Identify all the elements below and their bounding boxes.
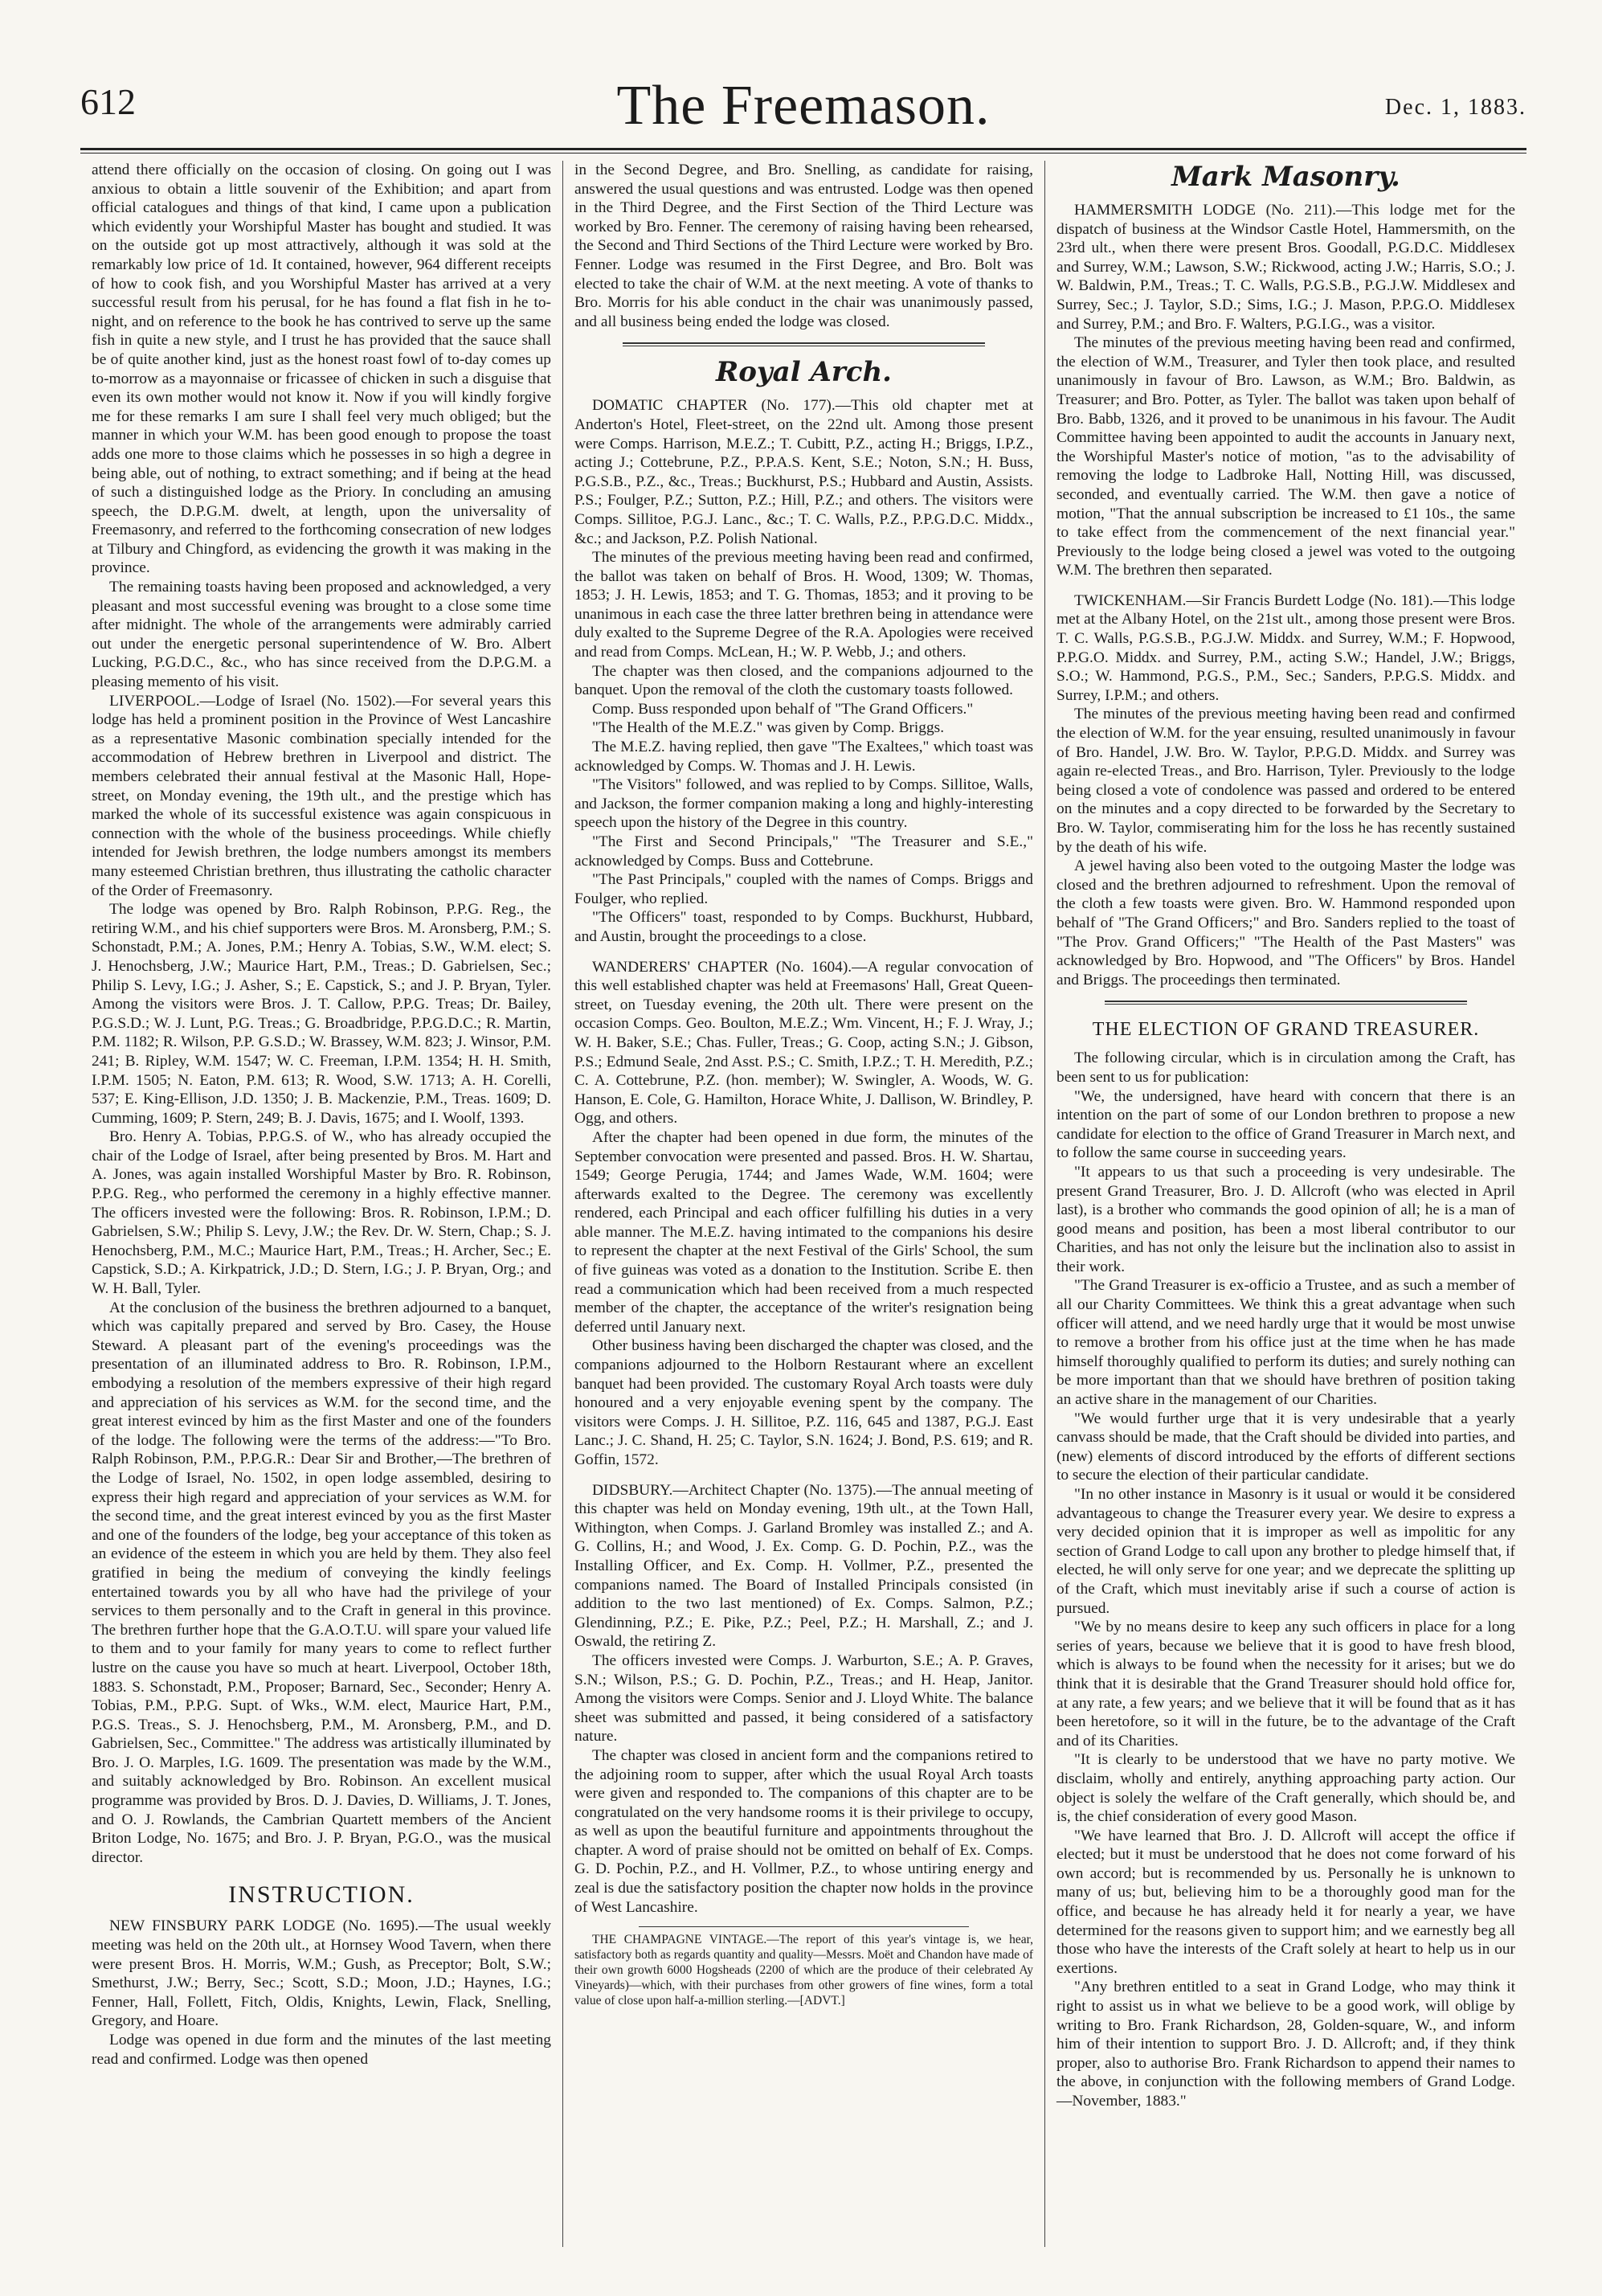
section-heading-mark-masonry: Mark Masonry. [1171,161,1400,193]
paragraph: "We would further urge that it is very undesirable that a yearly canvass should be made, that the Craft should be divided into parties, and (new) elements of discord introduced by the efforts of different sections to secure the election of their particular candidate. [1056,1410,1515,1484]
paragraph: "It appears to us that such a proceeding is very undesirable. The present Grand Treasurer, Bro. J. D. Allcroft (who was elected in April last), is a brother who commands the good opinion of all; he is a man of good means and position, has been a most liberal contributor to our Charities, and has not only the leisure but the inclination also to assist in their work. [1056,1163,1515,1275]
paragraph: "It is clearly to be understood that we have no party motive. We disclaim, wholly and entirely, anything approaching party action. Our object is solely the welfare of the Craft generally, which should be, and is, the chief consideration of every good Mason. [1056,1751,1515,1826]
masthead [80,77,1526,146]
paragraph: "The Past Principals," coupled with the names of Comps. Briggs and Foulger, who replied. [574,871,1033,907]
columns [80,161,1526,2247]
paragraph: "Any brethren entitled to a seat in Grand Lodge, who may think it right to assist us in what we believe to be a good work, will oblige by writing to Bro. Frank Richardson, 28, Golden-square, W., and inform him of their intention to support Bro. J. D. Allcroft; and, if they think proper, also to authorise Bro. Frank Richardson to append their names to the above, in conjunction with the following members of Grand Lodge.—November, 1883." [1056,1979,1515,2110]
paragraph: "In no other instance in Masonry is it usual or would it be considered advantageous to change the Treasurer every year. We desire to express a very decided opinion that it is improper as well as impolitic for any section of Grand Lodge to call upon any brother to pledge himself that, if elected, he will only serve for one year; and we deprecate the splitting up of the Craft, which must inevitably arise if such a course of action is pursued. [1056,1486,1515,1617]
paragraph: The officers invested were Comps. J. Warburton, S.E.; A. P. Graves, S.N.; Wilson, P.S.; G. D. Pochin, P.Z., Treas.; and H. Heap, Janitor. Among the visitors were Comps. Senior and J. Lloyd White. The balance sheet was submitted and passed, it being considered of a satisfactory nature. [574,1651,1033,1746]
paragraph: "The Grand Treasurer is ex-officio a Trustee, and as such a member of all our Charity Committees. We think this a great advantage when such officer will attend, and we need hardly urge that it would be most unwise to remove a brother from his office just at the time when he has made himself thoroughly qualified to perform its duties; and surely nothing can be more important than that we should have brethren of position taking an active share in the management of our Charities. [1056,1277,1515,1409]
paragraph: in the Second Degree, and Bro. Snelling, as candidate for raising, answered the usual questions and was entrusted. Lodge was then opened in the Third Degree, and the First Section of the Third Lecture was worked by Bro. Fenner. The ceremony of raising having been rehearsed, the Second and Third Sections of the Third Lecture were worked by Bro. Fenner. Lodge was resumed in the First Degree, and Bro. Bolt was elected to take the chair of W.M. at the next meeting. A vote of thanks to Bro. Morris for his able conduct in the chair was unanimously passed, and all business being ended the lodge was closed. [574,162,1033,330]
paragraph: "The First and Second Principals," "The Treasurer and S.E.," acknowledged by Comps. Buss and Cottebrune. [574,833,1033,870]
newspaper-page [80,77,1526,2247]
paragraph: "The Officers" toast, responded to by Comps. Buckhurst, Hubbard, and Austin, brought the proceedings to a close. [574,909,1033,945]
header-rule [80,148,1526,150]
article-twickenham: TWICKENHAM.—Sir Francis Burdett Lodge (No. 181).—This lodge met at the Albany Hotel, on the 21st ult., among those present were Bros. T. C. Walls, P.G.S.B., P.G.J.W. Middx. and Surrey, W.M.; F. Hopwood, P.P.G.O. Middx. and Surrey, P.M., acting S.W.; Handel, J.W.; Briggs, S.O.; W. Hammond, P.G.S., P.M., Sec.; Sanders, P.P.G.S. Middx. and Surrey, I.P.M.; and others. [1056,591,1515,704]
paragraph: The minutes of the previous meeting having been read and confirmed, the election of W.M., Treasurer, and Tyler then took place, and resulted unanimously in favour of Bro. Lawson, as W.M.; Bro. Baldwin, as Treasurer; and Bro. Potter, as Tyler. The ballot was taken upon behalf of Bro. Babb, 1326, and it proved to be unanimous in his favour. The Audit Committee having been appointed to audit the accounts in January next, the Worshipful Master's notice of motion, "as to the advisability of removing the lodge to Ladbroke Hall, Notting Hill, was discussed, seconded, and eventually carried. The W.M. then gave a notice of motion, "That the annual subscription be increased to £1 10s., the same to take effect from the commencement of the next financial year." Previously to the lodge being closed a jewel was voted to the outgoing W.M. The brethren then separated. [1056,334,1515,579]
paragraph: The following circular, which is in circulation among the Craft, has been sent to us for publication: [1056,1050,1515,1086]
paragraph: The M.E.Z. having replied, then gave "The Exaltees," which toast was acknowledged by Comps. W. Thomas and J. H. Lewis. [574,739,1033,775]
paragraph: The remaining toasts having been proposed and acknowledged, a very pleasant and most successful evening was brought to a close some time after midnight. The whole of the arrangements were admirably carried out under the energetic personal superintendence of W. Bro. Albert Lucking, P.G.D.C., &c., who has since received from the D.P.G.M. a pleasing memento of his visit. [92,579,551,691]
divider [639,1926,969,1927]
paragraph: A jewel having also been voted to the outgoing Master the lodge was closed and the brethren adjourned to refreshment. Upon the removal of the cloth a few toasts were given. Bro. W. Hammond responded upon behalf of "The Grand Officers;" and Bro. Sanders replied to the toast of "The Prov. Grand Officers;" "The Health of the Past Masters" was acknowledged by Bro. Hopwood, and "The Officers" by Bros. Handel and Briggs. The proceedings then terminated. [1056,857,1515,988]
paragraph: The chapter was closed in ancient form and the companions retired to the adjoining room to supper, after which the usual Royal Arch toasts were given and responded to. The companions of this chapter are to be congratulated on the very handsome rooms it is their privilege to occupy, as well as upon the beautiful furniture and appointments throughout the chapter. A word of praise should not be omitted on behalf of Ex. Comps. G. D. Pochin, P.Z., and H. Vollmer, P.Z., to whose untiring energy and zeal is due the satisfactory position the chapter now holds in the province of West Lancashire. [574,1746,1033,1916]
paragraph: "We, the undersigned, have heard with concern that there is an intention on the part of some of our London brethren to propose a new candidate for election to the office of Grand Treasurer in March next, and to follow the same course in succeeding years. [1056,1087,1515,1162]
paragraph: Other business having been discharged the chapter was closed, and the companions adjourned to the Holborn Restaurant where an excellent banquet had been provided. The customary Royal Arch toasts were duly honoured and a very enjoyable evening spent by the company. The visitors were Comps. J. H. Sillitoe, P.Z. 116, 645 and 1387, P.G.J. East Lanc.; J. C. Shand, H. 25; C. Taylor, S.N. 1624; J. Bond, P.S. 619; and R. Goffin, 1572. [574,1337,1033,1468]
divider [1105,1004,1467,1005]
paragraph: "The Visitors" followed, and was replied to by Comps. Sillitoe, Walls, and Jackson, the former companion making a long and highly-interesting speech upon the history of the Degree in this country. [574,776,1033,832]
article-hammersmith-lodge: HAMMERSMITH LODGE (No. 211).—This lodge met for the dispatch of business at the Windsor Castle Hotel, Hammersmith, on the 23rd ult., when there were present Bros. Goodall, P.G.D.C. Middlesex and Surrey, W.M.; Lawson, S.W.; Rickwood, acting J.W.; Harris, S.O.; J. W. Baldwin, P.M., Treas.; T. C. Walls, P.G.S.B., P.G.J.W. Middlesex and Surrey, Sec.; J. Taylor, S.D.; Sims, I.G.; J. Mason, P.P.G.O. Middlesex and Surrey, P.M.; and Bro. F. Walters, P.G.I.G., was a visitor. [1056,202,1515,333]
article-liverpool: LIVERPOOL.—Lodge of Israel (No. 1502).—For several years this lodge has held a prominent position in the Province of West Lancashire as a representative Masonic combination specially intended for the accommodation of Hebrew brethren in Liverpool and district. The members celebrated their annual festival at the Masonic Hall, Hope-street, on Monday evening, the 19th ult., and the prestige which has marked the whole of its successful existence was again conspicuous in connection with the whole of the business proceedings. While chiefly intended for Jewish brethren, the lodge numbers amongst its members many esteemed Christian brethren, thus illustrating the catholic character of the Order of Freemasonry. [92,692,551,899]
paragraph: "The Health of the M.E.Z." was given by Comp. Briggs. [592,719,945,737]
paragraph: "We by no means desire to keep any such officers in place for a long series of years, because we believe that it is good to have fresh blood, which is always to be found when the necessity for it arises; but we do think that it is desirable that the Grand Treasurer should hold office for, at any rate, a few years; and we believe that it will be found that as it has been heretofore, so it will in the future, be to the advantage of the Craft and of its Charities. [1056,1619,1515,1750]
newspaper-title: The Freemason. [616,75,991,137]
paragraph: Lodge was opened in due form and the minutes of the last meeting read and confirmed. Lodge was then opened [92,2032,551,2068]
paragraph: "We have learned that Bro. J. D. Allcroft will accept the office if elected; but it must be understood that he does not come forward of his own accord; but is recommended by us. Personally he is unknown to many of us; but, believing him to be a thoroughly good man for the office, and because he has already held it for nearly a year, we have determined for the reasons given to support him; and we earnestly beg all those who have the interests of the Craft solely at heart to help us in our exertions. [1056,1827,1515,1977]
section-heading-royal-arch: Royal Arch. [715,356,893,389]
column-1 [80,161,562,2247]
section-heading-election: THE ELECTION OF GRAND TREASURER. [1092,1019,1480,1041]
article-new-finsbury-park: NEW FINSBURY PARK LODGE (No. 1695).—The usual weekly meeting was held on the 20th ult., at Hornsey Wood Tavern, when there were present Bros. H. Morris, W.M.; Gush, as Preceptor; Bolt, S.W.; Smethurst, J.W.; Berry, Sec.; Scott, S.D.; Moon, J.D.; Haynes, I.G.; Fenner, Hall, Follett, Fitch, Oldis, Knights, Lewin, Flack, Snelling, Gregory, and Hoare. [92,1917,551,2030]
paragraph: The minutes of the previous meeting having been read and confirmed, the ballot was taken on behalf of Bros. H. Wood, 1309; W. Thomas, 1853; J. H. Lewis, 1853; and T. G. Thomas, 1853; and it proving to be unanimous in each case the three latter brethren being in attendance were duly exalted to the Supreme Degree of the R.A. Apologies were received and read from Comps. McLean, H.; W. P. Webb, J.; and others. [574,549,1033,661]
paragraph: Bro. Henry A. Tobias, P.P.G.S. of W., who has already occupied the chair of the Lodge of Israel, after being presented by Bros. M. Hart and A. Jones, was again installed Worshipful Master by Bro. R. Robinson, P.P.G. Reg., who performed the ceremony in a highly effective manner. The officers invested were the following: Bros. R. Robinson, I.P.M.; D. Gabrielsen, S.W.; Philip S. Levy, J.W.; the Rev. Dr. W. Stern, Chap.; S. J. Henochsberg, P.M., M.C.; Maurice Hart, P.M., Treas.; H. Archer, Sec.; E. Capstick, S.D.; A. Kirkpatrick, J.D.; D. Stern, I.G.; J. P. Bryan, Org.; and W. H. Ball, Tyler. [92,1128,551,1298]
paragraph: The lodge was opened by Bro. Ralph Robinson, P.P.G. Reg., the retiring W.M., and his chief supporters were Bros. M. Aronsberg, P.M.; S. Schonstadt, P.M.; A. Jones, P.M.; Henry A. Tobias, S.W., W.M. elect; S. J. Henochsberg, J.W.; Maurice Hart, P.M., Treas.; D. Gabrielsen, Sec.; Philip S. Levy, I.G.; J. Asher, S.; E. Capstick, S.; and J. P. Bryan, Tyler. Among the visitors were Bros. J. T. Callow, P.P.G. Treas; Dr. Bailey, P.G.S.D.; W. J. Lunt, P.G. Treas.; G. Broadbridge, P.P.G.D.C.; R. Martin, P.M. 1182; R. Wilson, P.P. G.S.D.; W. Brassey, W.M. 823; J. Winsor, P.M. 241; B. Ripley, W.M. 1547; W. C. Freeman, I.P.M. 1354; H. H. Smith, I.P.M. 1505; N. Eaton, P.M. 613; R. Wood, S.W. 1713; A. H. Corelli, 537; E. King-Ellison, J.D. 1350; J. B. Mackenzie, P.M., Treas. 1609; D. Cumming, 1609; P. Stern, 249; B. J. Davis, 1675; and I. Woolf, 1393. [92,901,551,1127]
paragraph: Comp. Buss responded upon behalf of "The Grand Officers." [592,700,974,718]
divider [1105,1001,1467,1002]
paragraph: The minutes of the previous meeting having been read and confirmed the election of W.M. for the year ensuing, resulted unanimously in favour of Bro. Handel, J.W. Bro. W. Taylor, P.P.G.D. Middx. and Surrey was again re-elected Treas., and Bro. Harrison, Tyler. Previously to the lodge being closed a vote of condolence was passed and ordered to be entered on the minutes and a copy directed to be forwarded by the Secretary to Bro. W. Taylor, commiserating him for the loss he has recently sustained by the death of his wife. [1056,706,1515,856]
section-heading-instruction: INSTRUCTION. [228,1881,415,1909]
article-didsbury: DIDSBURY.—Architect Chapter (No. 1375).—The annual meeting of this chapter was held on Monday evening, 19th ult., at the Town Hall, Withington, when Comps. J. Garland Bromley was installed Z.; and A. G. Collins, H.; and Wood, J. Ex. Comp. G. D. Pochin, P.Z., was the Installing Officer, and Ex. Comp. H. Vollmer, P.Z., presented the companions named. The Board of Installed Principals consisted (in addition to the two last mentioned) of Ex. Comps. Salmon, P.Z.; Glendinning, P.Z.; E. Pike, P.Z.; Peel, P.Z.; H. Marshall, Z.; and J. Oswald, the retiring Z. [574,1481,1033,1651]
article-domatic-chapter: DOMATIC CHAPTER (No. 177).—This old chapter met at Anderton's Hotel, Fleet-street, on the 22nd ult. Among those present were Comps. Harrison, M.E.Z.; T. Cubitt, P.Z., acting H.; Briggs, I.P.Z., acting J.; Cottebrune, P.Z., P.P.A.S. Kent, S.E.; Noton, S.N.; H. Buss, P.G.S.B., P.Z., &c., Treas.; Buckhurst, P.S.; Hubbard and Austin, Assists. P.S.; Foulger, P.Z.; Sutton, P.Z.; Hill, P.Z.; and others. The visitors were Comps. Sillitoe, P.G.J. Lanc., &c.; T. C. Walls, P.Z., P.P.G.D.C. Middx., &c.; and Jackson, P.Z. Polish National. [574,397,1033,547]
paragraph: After the chapter had been opened in due form, the minutes of the September convocation were presented and passed. Bros. H. W. Shartau, 1549; George Perugia, 1744; and James Wade, W.M. 1604; were afterwards exalted to the Degree. The ceremony was excellently rendered, each Principal and each officer fulfilling his duties in a very able manner. The M.E.Z. having intimated to the companions his desire to represent the chapter at the next Festival of the Girls' School, the sum of five guineas was voted as a donation to the Institution. Scribe E. then read a communication which had been received from a much respected member of the chapter, the acceptance of the writer's resignation being deferred until January next. [574,1128,1033,1336]
issue-date: Dec. 1, 1883. [1384,95,1526,120]
column-3 [1044,161,1526,2247]
paragraph: The chapter was then closed, and the companions adjourned to the banquet. Upon the removal of the cloth the customary toasts followed. [574,662,1033,699]
paragraph: attend there officially on the occasion of closing. On going out I was anxious to obtain a little souvenir of the Exhibition; and apart from official catalogues and things of that kind, I came upon a publication which evidently your Worshipful Master has bought and studied. It was on the outside got up most attractively, although it was sold at the remarkably low price of 1d. It contained, however, 964 different receipts of how to cook fish, and you Worshipful Master has arrived at a very successful result from his perusal, for he has found a flat fish in he to-night, and on reference to the book he has contrived to serve up the same fish in quite a new style, and I trust he has provided that the sauce shall be of quite another kind, just as the honest roast fowl of to-day comes up to-morrow as a mayonnaise or fricassee of chicken in such a disguise that even its own mother would not know it. Now if you will kindly forgive me for these remarks I am sure I shall feel very much obliged; but the manner in which your W.M. has been good enough to propose the toast adds one more to those claims which he possesses in so high a degree in being able, out of nothing, to extract something; and if being at the head of such a distinguished lodge as the Priory. In concluding an amusing speech, the D.P.G.M. dwelt, at length, upon the universality of Freemasonry, and referred to the forthcoming consecration of new lodges at Tilbury and Chingford, as evidencing the growth it was making in the province. [92,162,551,577]
divider [623,342,985,344]
article-wanderers-chapter: WANDERERS' CHAPTER (No. 1604).—A regular convocation of this well established chapter was held at Freemasons' Hall, Great Queen-street, on Tuesday evening, the 20th ult. There were present on the occasion Comps. Geo. Boulton, M.E.Z.; Wm. Vincent, H.; F. J. Wray, J.; W. H. Baker, S.E.; Chas. Fuller, Treas.; G. Coop, acting S.N.; J. Gibson, P.S.; Edmund Seale, 2nd Asst. P.S.; C. Smith, I.P.Z.; T. H. Meredith, P.Z.; C. A. Cottebrune, P.Z. (hon. member); W. Swingler, A. Woods, W. G. Hanson, E. Cole, G. Hamilton, Horace White, J. Dallison, W. Brindley, P. Ogg, and others. [574,958,1033,1128]
advertisement-notice: THE CHAMPAGNE VINTAGE.—The report of this year's vintage is, we hear, satisfactory both as regards quantity and quality—Messrs. Moët and Chandon have made of their own growth 6000 Hogsheads (2200 of which are the produce of their celebrated Ay Vineyards)—which, with their purchases from other growers of fine wines, form a total value of close upon half-a-million sterling.—[ADVT.] [574,1933,1033,2008]
page-number: 612 [80,81,136,122]
paragraph: At the conclusion of the business the brethren adjourned to a banquet, which was capitally prepared and served by Bro. Casey, the House Steward. A pleasant part of the evening's proceedings was the presentation of an illuminated address to Bro. R. Robinson, I.P.M., embodying a resolution of the members expressive of their high regard and appreciation of his services as W.M. for the second time, and the great interest evinced by him as the first Master and one of the founders of the lodge. The following were the terms of the address:—"To Bro. Ralph Robinson, P.M., P.P.G.R.: Dear Sir and Brother,—The brethren of the Lodge of Israel, No. 1502, in open lodge assembled, desiring to express their high regard and appreciation of your services as W.M. for the second time, and the great interest evinced by you as the first Master and one of the founders of the lodge, beg your acceptance of this token as an evidence of the esteem in which you are held by them. They also feel gratified in being the medium of conveying the kindly feelings entertained towards you by all who have had the privilege of your services to them personally and to the Craft in general in this province. The brethren further hope that the G.A.O.T.U. will spare your valued life to them and to your family for many years to come to reflect further lustre on the cause you have so much at heart. Liverpool, October 18th, 1883. S. Schonstadt, P.M., Proposer; Barnard, Sec., Seconder; Henry A. Tobias, P.M., P.P.G. Supt. of Wks., W.M. elect, Maurice Hart, P.M., P.G.S. Treas., S. J. Henochsberg, P.M., M. Aronsberg, P.M., and D. Gabrielsen, Sec., Committee." The address was artistically illuminated by Bro. J. O. Marples, I.G. 1609. The presentation was made by the W.M., and suitably acknowledged by Bro. Robinson. An excellent musical programme was provided by Bros. D. J. Davies, D. Williams, J. T. Jones, and O. J. Rowlands, the Cambrian Quartett members of the Ancient Briton Lodge, No. 1675; and Bro. J. P. Bryan, P.G.O., was the musical director. [92,1299,551,1866]
column-2 [562,161,1044,2247]
